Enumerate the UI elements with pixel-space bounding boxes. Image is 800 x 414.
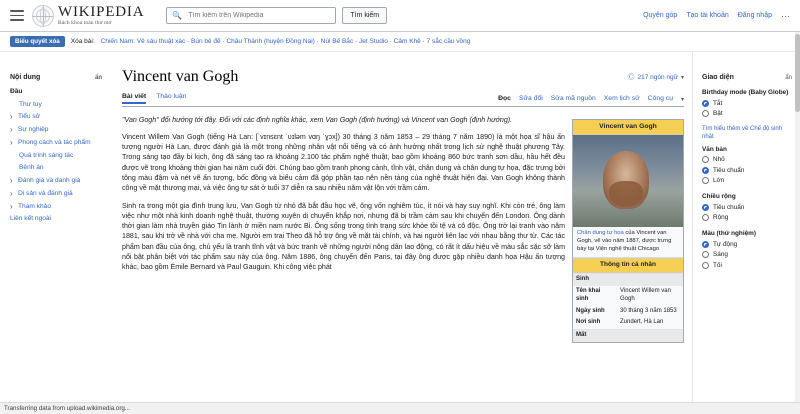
appearance-group-text <box>702 126 792 184</box>
create-account-link[interactable]: Tạo tài khoản <box>686 12 729 19</box>
radio-option-light[interactable] <box>702 251 792 258</box>
search-input[interactable] <box>186 11 330 20</box>
notice-item[interactable]: Cảm Khê <box>393 38 421 45</box>
radio-option-large[interactable] <box>702 177 792 184</box>
radio-label: Tiêu chuẩn <box>713 166 745 174</box>
radio-option-off[interactable] <box>702 100 792 107</box>
radio-label: Tắt <box>713 99 723 107</box>
toc-link[interactable]: › Di sản và đánh giá <box>18 189 73 197</box>
header-links <box>643 12 790 19</box>
infobox-title: Vincent van Gogh <box>573 120 683 136</box>
radio-icon[interactable] <box>702 167 709 174</box>
chevron-down-icon[interactable]: ▾ <box>680 96 684 103</box>
article-body <box>122 115 684 339</box>
chevron-down-icon: ▾ <box>680 74 684 81</box>
toc-link[interactable]: › Sự nghiệp <box>18 126 49 134</box>
tab-edit-source[interactable]: Sửa mã nguồn <box>550 94 596 102</box>
toc-item-danh-gia[interactable] <box>10 177 102 185</box>
deletion-notice-bar <box>0 32 800 52</box>
infobox-group-born: Sinh <box>573 274 683 286</box>
radio-label: Nhỏ <box>713 156 725 164</box>
notice-badge[interactable]: Biểu quyết xóa <box>10 36 65 47</box>
radio-icon[interactable] <box>702 204 709 211</box>
infobox-section-personal: Thông tin cá nhân <box>573 258 683 273</box>
radio-label: Bật <box>713 110 723 117</box>
infobox-caption-link[interactable]: Chân dung tự họa <box>577 230 624 237</box>
birthday-mode-learn-more-link[interactable]: Tìm hiểu thêm về Chế độ sinh nhật <box>702 126 783 140</box>
article-area <box>108 52 692 414</box>
tab-tools[interactable]: Công cụ <box>647 94 673 102</box>
notice-items: Chiến Nam: Vẻ sáu thuật xác · Bún bê đế · Châu Thành (huyện Đồng Nai) · Núi Bế Bắc · Jet Studio · Cảm Khê · 7 sắc cầu vồng <box>100 38 471 45</box>
table-of-contents <box>0 52 108 414</box>
table-row <box>573 317 683 329</box>
appearance-header <box>702 74 792 81</box>
donate-link[interactable]: Quyên góp <box>643 12 678 19</box>
infobox-caption-text: của Vincent van Gogh, vẽ vào năm 1887, được trưng bày tại Viện nghệ thuật Chicago <box>577 230 672 253</box>
toc-link[interactable]: › Đánh giá và danh giá <box>18 177 81 185</box>
radio-icon[interactable] <box>702 177 709 184</box>
radio-label: Tiêu chuẩn <box>713 203 745 211</box>
hatnote: "Van Gogh" đổi hướng tới đây. Đối với các định nghĩa khác, xem Van Gogh (định hướng) và Vincent van Gogh (định hướng). <box>122 115 513 124</box>
status-text: Transferring data from upload.wikimedia.org... <box>4 405 130 412</box>
radio-icon[interactable] <box>702 110 709 117</box>
notice-item[interactable]: Jet Studio <box>358 38 388 45</box>
toc-item-thu-tuy[interactable] <box>10 101 102 109</box>
radio-label: Rộng <box>713 214 729 222</box>
site-header <box>0 0 800 32</box>
toc-link[interactable]: Liên kết ngoài <box>10 215 52 223</box>
radio-icon[interactable] <box>702 100 709 107</box>
radio-option-auto[interactable] <box>702 241 792 248</box>
namespace-tabs <box>122 93 186 104</box>
radio-label: Lớn <box>713 177 725 185</box>
radio-icon[interactable] <box>702 156 709 163</box>
tab-talk[interactable]: Thảo luận <box>156 92 187 100</box>
toc-list <box>10 88 102 224</box>
toc-link[interactable]: › Phong cách và tác phẩm <box>18 138 91 146</box>
appearance-collapse-label: ẩn <box>785 74 792 81</box>
toc-link[interactable]: › Tham khảo <box>18 202 51 210</box>
view-tabs <box>498 95 684 104</box>
tab-history[interactable]: Xem lịch sử <box>603 94 640 102</box>
tab-edit[interactable]: Sửa đổi <box>518 94 543 102</box>
infobox-value: Vincent Willem van Gogh <box>620 288 671 302</box>
radio-icon[interactable] <box>702 262 709 269</box>
group-label: Chiều rộng <box>702 193 736 201</box>
radio-label: Tự động <box>713 240 738 248</box>
appearance-collapse-button[interactable] <box>785 75 792 81</box>
toc-link[interactable]: Đầu <box>10 88 23 95</box>
search-box[interactable] <box>166 7 336 24</box>
toc-header <box>10 74 102 81</box>
notice-item[interactable]: Núi Bế Bắc <box>320 38 354 45</box>
table-row <box>573 306 683 318</box>
table-row <box>573 286 683 306</box>
notice-item[interactable]: Bún bê đế <box>191 38 221 45</box>
infobox-group-died: Mất <box>573 330 683 342</box>
radio-icon[interactable] <box>702 241 709 248</box>
group-label: Màu (thử nghiệm) <box>702 230 756 238</box>
search-button[interactable]: Tìm kiếm <box>342 7 387 24</box>
infobox-value: 30 tháng 3 năm 1853 <box>620 307 677 314</box>
toc-collapse-button[interactable] <box>95 75 102 81</box>
toc-item-tieu-su[interactable] <box>10 113 102 121</box>
search-icon: 🔍 <box>172 11 183 20</box>
infobox-table <box>573 273 683 342</box>
group-label: Birthday mode (Baby Globe) <box>702 89 789 96</box>
radio-option-small[interactable] <box>702 156 792 163</box>
scrollbar-thumb[interactable] <box>795 34 800 112</box>
appearance-group-color <box>702 230 792 269</box>
browser-status-bar <box>0 402 800 414</box>
language-selector-button[interactable] <box>627 68 684 82</box>
toc-title: Nội dung <box>10 74 41 81</box>
wordmark-subtitle: Bách khoa toàn thư mở <box>58 19 112 26</box>
radio-option-dark[interactable] <box>702 262 792 269</box>
notice-prefix: Xóa bài: <box>70 38 95 45</box>
toc-item-benh-an[interactable] <box>10 164 102 172</box>
radio-label: Tối <box>713 261 722 269</box>
notice-item[interactable]: Châu Thành (huyện Đồng Nai) <box>226 38 315 45</box>
toc-link[interactable]: Thư tuy <box>19 100 42 108</box>
search-area <box>166 7 387 24</box>
article-tabs <box>122 93 684 107</box>
notice-item[interactable]: Chiến Nam: Vẻ sáu thuật xác <box>100 38 186 45</box>
toc-item-qua-trinh[interactable] <box>10 152 102 160</box>
infobox-value: Zundert, Hà Lan <box>620 319 664 326</box>
infobox-caption <box>573 227 683 257</box>
toc-item-dau[interactable] <box>10 88 102 96</box>
radio-label: Sáng <box>713 251 728 259</box>
radio-option-standard[interactable] <box>702 167 792 174</box>
page-content <box>0 52 800 414</box>
notice-item[interactable]: 7 sắc cầu vồng <box>426 38 471 45</box>
tab-article[interactable]: Bài viết <box>122 93 146 104</box>
group-label: Văn bản <box>702 145 727 153</box>
language-icon: Ⓒ <box>627 74 635 81</box>
article-paragraph-2: Sinh ra trong một gia đình trung lưu, Van Gogh từ nhỏ đã bắt đầu học vẽ, ông vốn nghiêm túc, ít nói và hay suy nghĩ. Khi còn trẻ, ông làm việc như một nhà kinh doanh nghệ thuật, thường xuyên di chuyển khắp nơi, nhưng đã bị trầm cảm sau khi chuyển đến London. Ông dành thời gian làm nhà truyền giáo Tin lành ở miền nam nước Bỉ. Ông sống trong tình trạng sức khỏe tồi tệ và cô độc. Ông trở lại tranh vào năm 1881, sau khi trở về nhà với cha mẹ. Người em trai Theo đã hỗ trợ ông về mặt tài chính, và hai người liên lạc với nhau bằng thư từ. Các tác phẩm ban đầu của ông, chủ yếu là tranh tĩnh vật và bức tranh vẽ những người nông dân lao động, có rất ít dấu hiệu về màu sắc sặc sỡ làm nổi bật phân biệt với tác phẩm sau này của ông. Năm 1886, ông chuyển đến Paris, tại đây ông được gặp nhiều danh họa Hậu ấn tượng khác, bao gồm Émile Bernard và Paul Gauguin. Khi công việc phát <box>122 201 565 272</box>
radio-option-on[interactable] <box>702 110 792 117</box>
table-row <box>573 274 683 286</box>
radio-option-wide[interactable] <box>702 214 792 221</box>
toc-link[interactable]: Bệnh án <box>19 164 44 172</box>
toc-item-su-nghiep[interactable] <box>10 126 102 134</box>
toc-item-phong-cach[interactable] <box>10 139 102 147</box>
infobox-label: Ngày sinh <box>576 307 605 314</box>
infobox-label: Nơi sinh <box>576 319 601 326</box>
title-row <box>122 68 684 90</box>
appearance-title: Giao diện <box>702 74 734 81</box>
table-row <box>573 330 683 342</box>
tab-read[interactable]: Đọc <box>498 94 511 102</box>
toc-link[interactable]: Quá trình sáng tác <box>19 151 74 159</box>
vertical-scrollbar[interactable] <box>795 32 800 402</box>
appearance-group-birthday-mode <box>702 89 792 117</box>
toc-item-tham-khao[interactable] <box>10 203 102 211</box>
self-portrait-photo <box>573 135 683 227</box>
toc-link[interactable]: › Tiểu sử <box>18 113 41 121</box>
toc-item-lien-ket-ngoai[interactable] <box>10 215 102 223</box>
toc-item-di-san[interactable] <box>10 190 102 198</box>
wikipedia-logo[interactable] <box>32 5 144 27</box>
radio-icon[interactable] <box>702 251 709 258</box>
language-count-label: 217 ngôn ngữ <box>637 73 678 81</box>
radio-icon[interactable] <box>702 214 709 221</box>
main-menu-icon[interactable] <box>10 10 24 21</box>
appearance-group-width <box>702 193 792 221</box>
infobox-label: Tên khai sinh <box>576 288 601 302</box>
radio-option-standard-width[interactable] <box>702 204 792 211</box>
page-title: Vincent van Gogh <box>122 68 239 85</box>
article-paragraph-1: Vincent Willem Van Gogh (tiếng Hà Lan: [ˈvɪnsɛnt ˈʋɪləm vɑŋ ˈɣɔx]) 30 tháng 3 năm 1853 – 29 tháng 7 năm 1890) là một họa sĩ hậu ấn tượng người Hà Lan, được đánh giá là một trong những nhân vật nổi tiếng và có ảnh hưởng nhất trong lịch sử nghệ thuật phương Tây. Trong sáng tạo đầy bi kịch, ông đã sáng tạo ra khoảng 2.100 tác phẩm nghệ thuật, bao gồm khoảng 860 bức tranh sơn dầu, hầu hết đều được vẽ trong khoảng thời gian hai năm cuối đời. Chúng bao gồm tranh phong cảnh, tĩnh vật, chân dung và chân dung tự họa, đặc trưng bởi tông màu đậm và nét vẽ ấn tượng, bốc đồng và biểu cảm đã góp phần tạo nên nền tảng của nghệ thuật hiện đại. Van Gogh không thành công về mặt thương mại, và việc ông tự sát ở tuổi 37 diễn ra sau nhiều năm vật lộn với trầm cảm. <box>122 132 565 193</box>
infobox <box>572 119 684 343</box>
ellipsis-icon[interactable]: ⋯ <box>781 10 790 21</box>
appearance-panel <box>692 52 800 414</box>
login-link[interactable]: Đăng nhập <box>737 12 772 19</box>
globe-icon <box>32 5 54 27</box>
wordmark-title: WIKIPEDIA <box>58 3 145 20</box>
toc-collapse-label: ẩn <box>94 74 102 81</box>
